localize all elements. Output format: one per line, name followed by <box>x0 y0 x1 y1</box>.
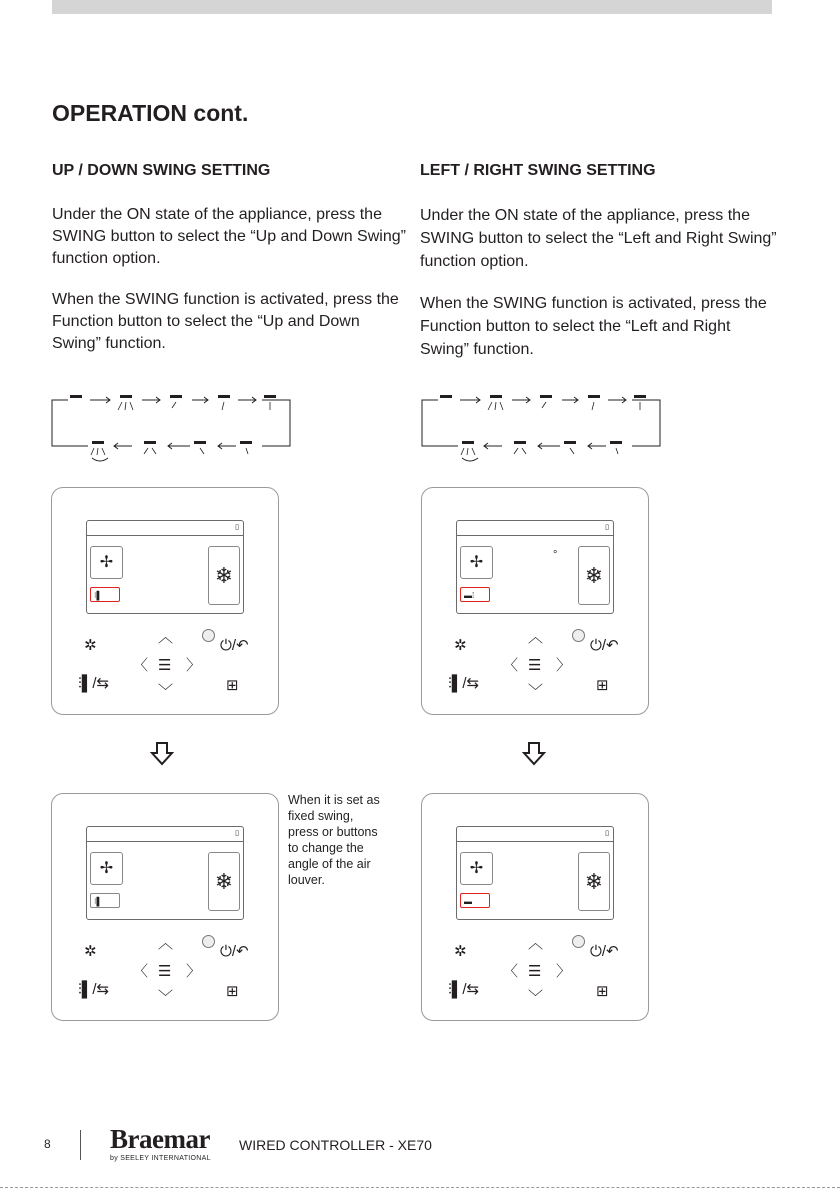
fan-button[interactable]: ✲ <box>454 943 467 960</box>
swing-indicator-icon: ▬⁞ <box>460 587 490 602</box>
down-arrow-icon <box>150 741 174 767</box>
lock-icon: ▯ <box>235 524 239 531</box>
document-title: WIRED CONTROLLER - XE70 <box>239 1137 432 1153</box>
snowflake-icon: ❄ <box>208 546 240 605</box>
power-back-icon[interactable]: ⏻/↶ <box>590 943 619 960</box>
grid-icon[interactable]: ⊞ <box>596 677 609 694</box>
up-chevron-icon[interactable]: ︿ <box>528 935 544 952</box>
fan-button[interactable]: ✲ <box>84 943 97 960</box>
left-chevron-icon[interactable]: 〈 <box>133 657 149 674</box>
right-chevron-icon[interactable]: 〉 <box>186 657 202 674</box>
controller-leftright-before <box>421 487 649 715</box>
menu-icon[interactable]: ☰ <box>158 657 172 674</box>
swing-indicator-icon: ▬ <box>460 893 490 908</box>
controller-screen <box>456 826 614 920</box>
fan-mode-icon: ✢ <box>460 546 493 579</box>
controller-screen <box>86 520 244 614</box>
down-arrow-icon <box>522 741 546 767</box>
snowflake-icon: ❄ <box>578 852 610 911</box>
down-chevron-icon[interactable]: ﹀ <box>158 683 174 700</box>
down-chevron-icon[interactable]: ﹀ <box>528 989 544 1006</box>
brand-subtitle: by SEELEY INTERNATIONAL <box>110 1155 211 1162</box>
right-chevron-icon[interactable]: 〉 <box>186 963 202 980</box>
leftright-swing-cycle-diagram <box>418 392 664 468</box>
light-sensor-icon <box>572 629 585 642</box>
left-chevron-icon[interactable]: 〈 <box>503 963 519 980</box>
top-bar <box>52 0 772 14</box>
grid-icon[interactable]: ⊞ <box>596 983 609 1000</box>
fan-mode-icon: ✢ <box>90 852 123 885</box>
swing-indicator-icon: ⁝▌ <box>90 893 120 908</box>
up-chevron-icon[interactable]: ︿ <box>528 629 544 646</box>
grid-icon[interactable]: ⊞ <box>226 677 239 694</box>
power-back-icon[interactable]: ⏻/↶ <box>220 943 249 960</box>
power-back-icon[interactable]: ⏻/↶ <box>590 637 619 654</box>
down-chevron-icon[interactable]: ﹀ <box>528 683 544 700</box>
updown-swing-cycle-diagram <box>48 392 294 468</box>
menu-icon[interactable]: ☰ <box>528 963 542 980</box>
updown-para-1: Under the ON state of the appliance, press the SWING button to select the “Up and Down Swing” function option. <box>52 206 406 267</box>
up-chevron-icon[interactable]: ︿ <box>158 629 174 646</box>
fixed-swing-note: When it is set as fixed swing, press or buttons to change the angle of the air louver. <box>288 793 380 887</box>
controller-updown-before <box>51 487 279 715</box>
page-bottom-edge <box>0 1187 840 1192</box>
swing-indicator-icon: ⁝▌ <box>90 587 120 602</box>
menu-icon[interactable]: ☰ <box>528 657 542 674</box>
snowflake-icon: ❄ <box>578 546 610 605</box>
left-chevron-icon[interactable]: 〈 <box>503 657 519 674</box>
updown-section <box>52 162 412 374</box>
lock-icon: ▯ <box>605 830 609 837</box>
lock-icon: ▯ <box>605 524 609 531</box>
swing-icon[interactable]: ⫶▌/⇆ <box>78 675 110 692</box>
page-number: 8 <box>44 1137 51 1151</box>
light-sensor-icon <box>202 629 215 642</box>
snowflake-icon: ❄ <box>208 852 240 911</box>
leftright-para-1: Under the ON state of the appliance, press the SWING button to select the “Left and Right Swing” function option. <box>420 207 777 270</box>
leftright-heading: LEFT / RIGHT SWING SETTING <box>420 162 656 179</box>
swing-icon[interactable]: ⫶▌/⇆ <box>448 675 480 692</box>
left-chevron-icon[interactable]: 〈 <box>133 963 149 980</box>
leftright-section <box>420 162 780 380</box>
brand-logo: Braemar <box>110 1124 210 1154</box>
swing-icon[interactable]: ⫶▌/⇆ <box>448 981 480 998</box>
fan-mode-icon: ✢ <box>90 546 123 579</box>
controller-screen <box>456 520 614 614</box>
page-title: OPERATION cont. <box>52 100 249 126</box>
fan-mode-icon: ✢ <box>460 852 493 885</box>
updown-para-2: When the SWING function is activated, press the Function button to select the “Up and Down Swing” function. <box>52 291 399 352</box>
fan-button[interactable]: ✲ <box>454 637 467 654</box>
updown-heading: UP / DOWN SWING SETTING <box>52 162 271 179</box>
lock-icon: ▯ <box>235 830 239 837</box>
controller-screen <box>86 826 244 920</box>
up-chevron-icon[interactable]: ︿ <box>158 935 174 952</box>
fan-button[interactable]: ✲ <box>84 637 97 654</box>
degree-symbol: ° <box>553 549 558 561</box>
leftright-para-2: When the SWING function is activated, press the Function button to select the “Left and Right Swing” function. <box>420 295 767 358</box>
swing-icon[interactable]: ⫶▌/⇆ <box>78 981 110 998</box>
light-sensor-icon <box>202 935 215 948</box>
controller-updown-after <box>51 793 279 1021</box>
light-sensor-icon <box>572 935 585 948</box>
right-chevron-icon[interactable]: 〉 <box>556 657 572 674</box>
right-chevron-icon[interactable]: 〉 <box>556 963 572 980</box>
footer-divider <box>80 1130 81 1160</box>
down-chevron-icon[interactable]: ﹀ <box>158 989 174 1006</box>
power-back-icon[interactable]: ⏻/↶ <box>220 637 249 654</box>
menu-icon[interactable]: ☰ <box>158 963 172 980</box>
controller-leftright-after <box>421 793 649 1021</box>
grid-icon[interactable]: ⊞ <box>226 983 239 1000</box>
